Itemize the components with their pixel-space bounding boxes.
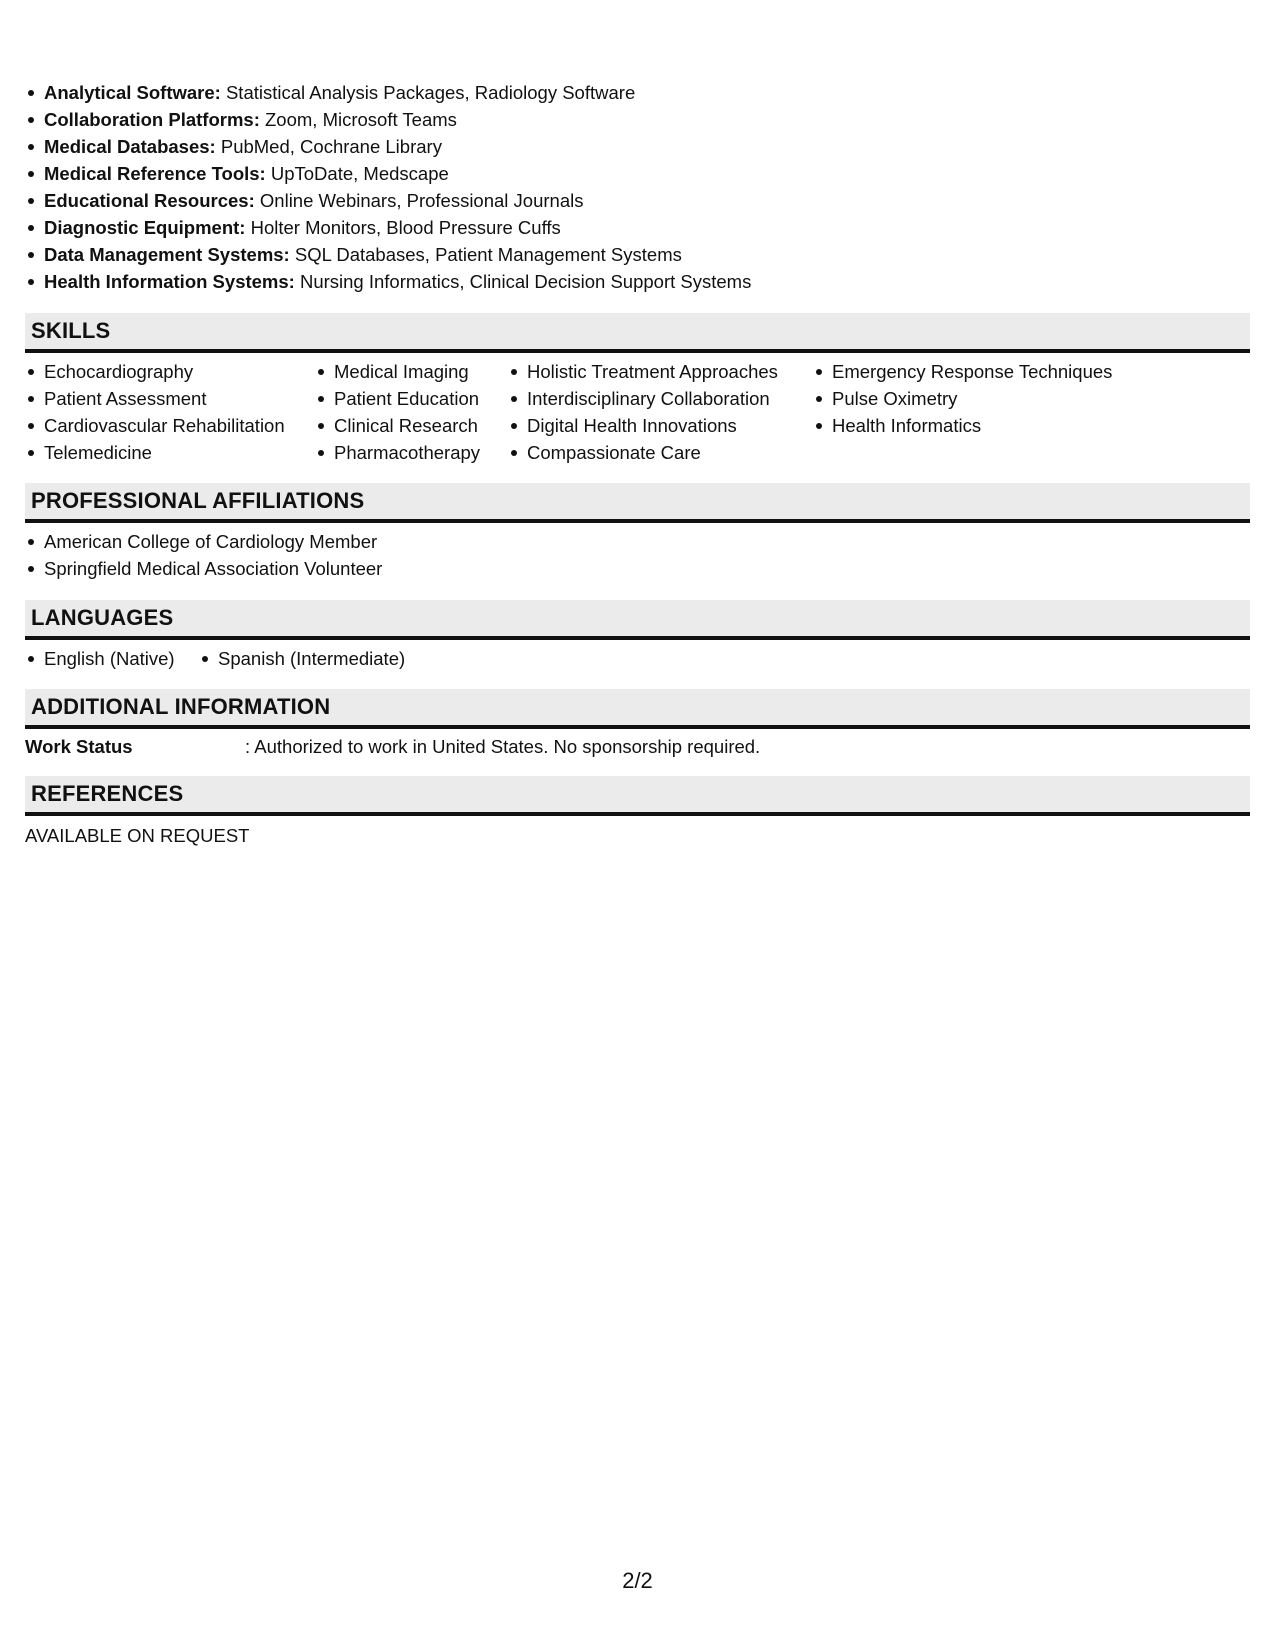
skill-item: Interdisciplinary Collaboration [509,385,778,412]
skill-item: Medical Imaging [316,358,480,385]
tool-values: Online Webinars, Professional Journals [254,190,584,211]
skill-item: Digital Health Innovations [509,412,778,439]
tool-category: Data Management Systems: [44,244,290,265]
tool-category: Health Information Systems: [44,271,295,292]
skill-item: Health Informatics [814,412,1112,439]
affiliations-list [26,528,382,582]
tool-category: Collaboration Platforms: [44,109,260,130]
list-item: American College of Cardiology Member [26,528,382,555]
list-item [26,79,751,106]
tool-values: UpToDate, Medscape [265,163,449,184]
tool-values: Holter Monitors, Blood Pressure Cuffs [245,217,561,238]
affiliations-header [25,483,1250,523]
skills-column [316,358,480,466]
tool-category: Analytical Software: [44,82,221,103]
list-item [26,160,751,187]
tool-values: SQL Databases, Patient Management Systems [289,244,682,265]
skill-item: Holistic Treatment Approaches [509,358,778,385]
skill-item: Compassionate Care [509,439,778,466]
section-title: REFERENCES [31,781,184,806]
tool-category: Medical Reference Tools: [44,163,266,184]
section-title: ADDITIONAL INFORMATION [31,694,331,719]
skills-column [814,358,1112,439]
tool-category: Medical Databases: [44,136,216,157]
skill-item: Patient Education [316,385,480,412]
list-item [26,214,751,241]
skill-item: Pharmacotherapy [316,439,480,466]
tool-values: PubMed, Cochrane Library [215,136,442,157]
work-status-value: : Authorized to work in United States. No sponsorship required. [245,736,761,757]
list-item: Springfield Medical Association Volunteer [26,555,382,582]
skills-column [26,358,285,466]
list-item [26,106,751,133]
section-title: PROFESSIONAL AFFILIATIONS [31,488,365,513]
list-item [26,133,751,160]
skill-item: Clinical Research [316,412,480,439]
section-title: SKILLS [31,318,111,343]
skill-item: Echocardiography [26,358,285,385]
tool-category: Educational Resources: [44,190,255,211]
skill-item: Emergency Response Techniques [814,358,1112,385]
work-status-label: Work Status [25,736,133,757]
skills-header [25,313,1250,353]
tool-values: Nursing Informatics, Clinical Decision Support Systems [294,271,752,292]
page-number: 2/2 [622,1568,653,1593]
skills-column [509,358,778,466]
additional-info-header [25,689,1250,729]
skill-item: Cardiovascular Rehabilitation [26,412,285,439]
language-item: Spanish (Intermediate) [200,645,405,672]
skill-item: Telemedicine [26,439,285,466]
section-title: LANGUAGES [31,605,174,630]
references-header [25,776,1250,816]
list-item [26,187,751,214]
tool-values: Statistical Analysis Packages, Radiology Software [220,82,636,103]
list-item [26,241,751,268]
tools-list [26,79,751,295]
references-text: AVAILABLE ON REQUEST [25,825,250,846]
skill-item: Pulse Oximetry [814,385,1112,412]
tool-category: Diagnostic Equipment: [44,217,246,238]
list-item [26,268,751,295]
languages-header [25,600,1250,640]
tool-values: Zoom, Microsoft Teams [259,109,457,130]
skill-item: Patient Assessment [26,385,285,412]
language-item: English (Native) [26,645,175,672]
